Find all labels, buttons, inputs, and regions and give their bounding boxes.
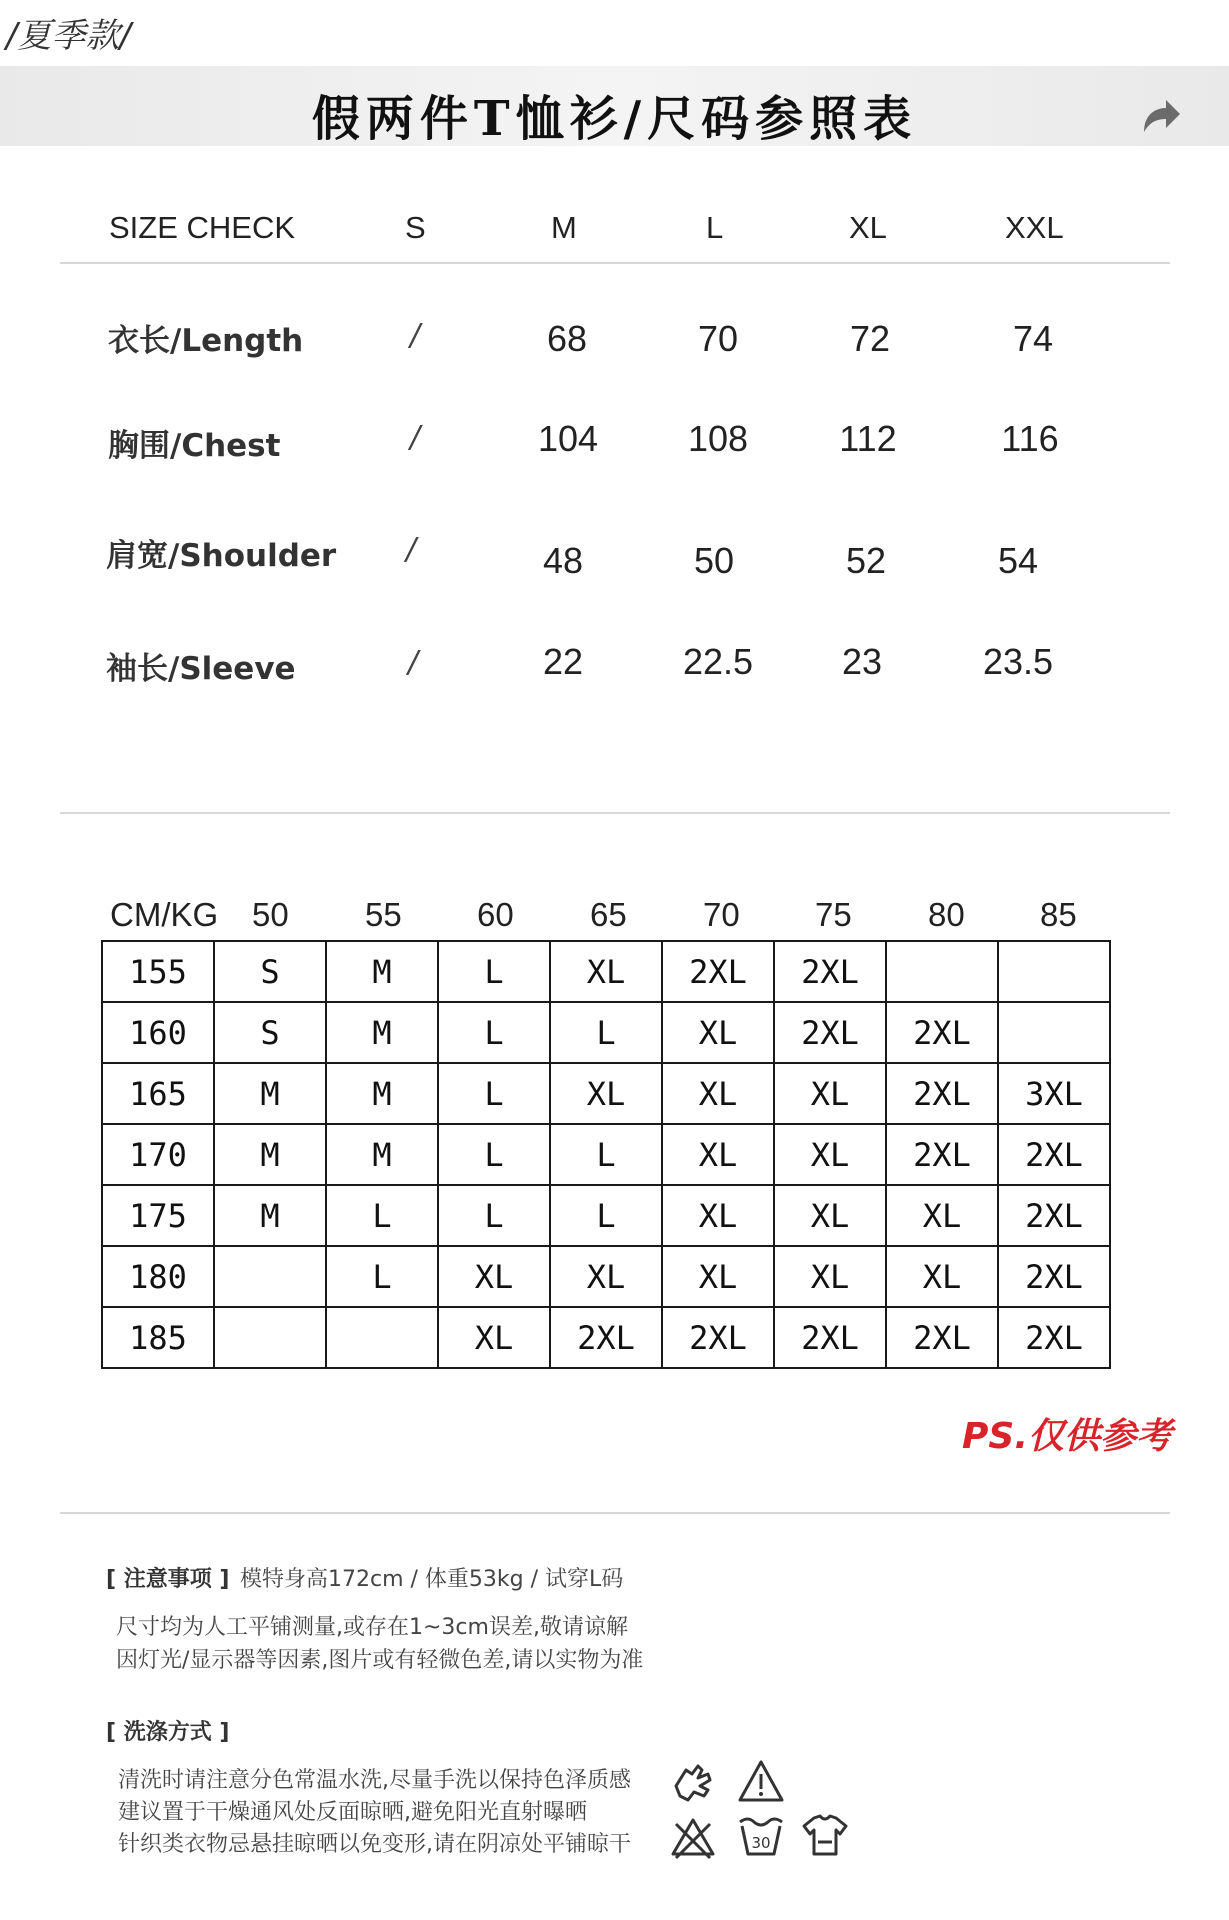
height-cell: 180 — [102, 1246, 214, 1307]
size-cell: XL — [662, 1246, 774, 1307]
size-cell: XL — [886, 1185, 998, 1246]
size-cell: S — [214, 1002, 326, 1063]
share-arrow-icon[interactable] — [1138, 92, 1184, 138]
size-cell: L — [438, 1063, 550, 1124]
table-cell: 112 — [839, 418, 897, 459]
table-cell: 23 — [841, 641, 883, 682]
weight-header: 70 — [703, 896, 740, 933]
table-cell: 23.5 — [982, 641, 1054, 682]
row-label-shoulder: 肩宽/Shoulder — [106, 538, 337, 574]
table-row — [102, 1002, 1110, 1063]
divider — [60, 1512, 1170, 1514]
weight-header: 60 — [477, 896, 514, 933]
row-label-sleeve: 袖长/Sleeve — [106, 651, 296, 687]
table-cell: 48 — [542, 540, 584, 581]
table-row — [102, 1307, 1110, 1368]
weight-header: 85 — [1040, 896, 1077, 933]
size-cell: XL — [662, 1185, 774, 1246]
size-cell: 2XL — [774, 1307, 886, 1368]
table-cell: 70 — [697, 318, 739, 359]
weight-header: 55 — [365, 896, 402, 933]
wash-temp-label: 30 — [751, 1834, 771, 1852]
dry-flat-icon — [800, 1810, 850, 1860]
height-cell: 175 — [102, 1185, 214, 1246]
height-cell: 165 — [102, 1063, 214, 1124]
table-cell: 104 — [537, 418, 599, 459]
row-label-chest: 胸围/Chest — [108, 428, 281, 464]
page-title: 假两件T恤衫/尺码参照表 — [311, 91, 918, 147]
table-cell: 108 — [687, 418, 749, 459]
size-cell: 2XL — [998, 1307, 1110, 1368]
size-cell — [998, 1002, 1110, 1063]
wash-30-icon — [736, 1810, 786, 1860]
height-cell: 155 — [102, 941, 214, 1002]
divider — [60, 262, 1170, 264]
table-cell: 22 — [542, 641, 584, 682]
size-cell: L — [550, 1185, 662, 1246]
size-cell: 2XL — [886, 1124, 998, 1185]
size-cell: 2XL — [886, 1002, 998, 1063]
size-cell: XL — [550, 1063, 662, 1124]
size-cell: 2XL — [886, 1063, 998, 1124]
table-row — [102, 1124, 1110, 1185]
weight-header: 50 — [252, 896, 289, 933]
table-cell: 54 — [997, 540, 1039, 581]
size-cell: 2XL — [774, 941, 886, 1002]
size-cell: 2XL — [998, 1246, 1110, 1307]
size-cell: XL — [662, 1063, 774, 1124]
size-cell: XL — [550, 1246, 662, 1307]
size-cell: 3XL — [998, 1063, 1110, 1124]
divider — [60, 812, 1170, 814]
table-row — [102, 1063, 1110, 1124]
size-cell: XL — [550, 941, 662, 1002]
size-cell: XL — [774, 1185, 886, 1246]
size-cell: L — [550, 1124, 662, 1185]
size-cell: 2XL — [550, 1307, 662, 1368]
size-cell: XL — [774, 1124, 886, 1185]
height-cell: 160 — [102, 1002, 214, 1063]
size-cell: L — [438, 941, 550, 1002]
size-cell: 2XL — [774, 1002, 886, 1063]
size-cell: 2XL — [662, 1307, 774, 1368]
size-cell: M — [214, 1063, 326, 1124]
table-cell: / — [406, 532, 417, 567]
washing-title: [ 洗涤方式 ] — [106, 1720, 230, 1745]
size-check-header: SIZE CHECK — [109, 210, 296, 245]
warning-icon — [736, 1756, 786, 1806]
weight-header: 80 — [928, 896, 965, 933]
size-cell: 2XL — [662, 941, 774, 1002]
size-cell — [998, 941, 1110, 1002]
size-cell: M — [326, 1124, 438, 1185]
size-cell: XL — [774, 1246, 886, 1307]
washing-line: 针织类衣物忌悬挂晾晒以免变形,请在阴凉处平铺晾干 — [118, 1832, 631, 1857]
size-col-header: XXL — [1005, 210, 1064, 245]
size-cell — [214, 1246, 326, 1307]
ps-note: PS.仅供参考 — [962, 1416, 1172, 1457]
table-row — [102, 1185, 1110, 1246]
no-bleach-icon — [668, 1812, 718, 1862]
size-cell — [214, 1307, 326, 1368]
table-cell: 50 — [693, 540, 735, 581]
size-cell: XL — [886, 1246, 998, 1307]
season-label: /夏季款/ — [6, 16, 131, 56]
size-cell: XL — [662, 1002, 774, 1063]
row-label-length: 衣长/Length — [108, 323, 304, 359]
table-cell: 116 — [1001, 418, 1059, 459]
size-col-header: S — [405, 210, 426, 245]
size-cell: M — [326, 941, 438, 1002]
notes-title: [ 注意事项 ] — [106, 1567, 230, 1592]
size-cell: M — [326, 1002, 438, 1063]
hand-wash-icon — [668, 1756, 718, 1806]
size-cell: L — [326, 1246, 438, 1307]
table-cell: 22.5 — [682, 641, 754, 682]
size-cell: M — [326, 1063, 438, 1124]
washing-line: 清洗时请注意分色常温水洗,尽量手洗以保持色泽质感 — [118, 1768, 631, 1793]
table-row — [102, 941, 1110, 1002]
size-col-header: L — [706, 210, 724, 245]
size-cell: L — [438, 1185, 550, 1246]
size-cell: XL — [438, 1246, 550, 1307]
table-cell: / — [410, 318, 421, 353]
model-info: 模特身高172cm / 体重53kg / 试穿L码 — [240, 1567, 624, 1592]
size-cell: M — [214, 1185, 326, 1246]
height-cell: 185 — [102, 1307, 214, 1368]
size-cell: S — [214, 941, 326, 1002]
weight-header: 75 — [815, 896, 852, 933]
table-cell: / — [408, 645, 419, 680]
table-row — [102, 1246, 1110, 1307]
notes-line: 因灯光/显示器等因素,图片或有轻微色差,请以实物为准 — [116, 1648, 644, 1673]
table-cell: / — [410, 420, 421, 455]
size-col-header: XL — [849, 210, 887, 245]
size-cell: 2XL — [998, 1124, 1110, 1185]
size-cell: L — [326, 1185, 438, 1246]
size-cell: L — [550, 1002, 662, 1063]
size-cell: L — [438, 1002, 550, 1063]
size-cell — [886, 941, 998, 1002]
corner-label: CM/KG — [110, 896, 219, 933]
size-cell: XL — [662, 1124, 774, 1185]
size-cell: XL — [774, 1063, 886, 1124]
weight-header: 65 — [590, 896, 627, 933]
fit-chart-table — [101, 940, 1111, 1369]
height-cell: 170 — [102, 1124, 214, 1185]
size-col-header: M — [551, 210, 577, 245]
size-cell — [326, 1307, 438, 1368]
table-cell: 72 — [849, 318, 891, 359]
size-cell: XL — [438, 1307, 550, 1368]
size-cell: 2XL — [998, 1185, 1110, 1246]
notes-line: 尺寸均为人工平铺测量,或存在1~3cm误差,敬请谅解 — [116, 1615, 628, 1640]
size-cell: L — [438, 1124, 550, 1185]
size-cell: M — [214, 1124, 326, 1185]
table-cell: 68 — [546, 318, 588, 359]
size-cell: 2XL — [886, 1307, 998, 1368]
washing-line: 建议置于干燥通风处反面晾晒,避免阳光直射曝晒 — [118, 1800, 587, 1825]
table-cell: 74 — [1012, 318, 1054, 359]
table-cell: 52 — [845, 540, 887, 581]
